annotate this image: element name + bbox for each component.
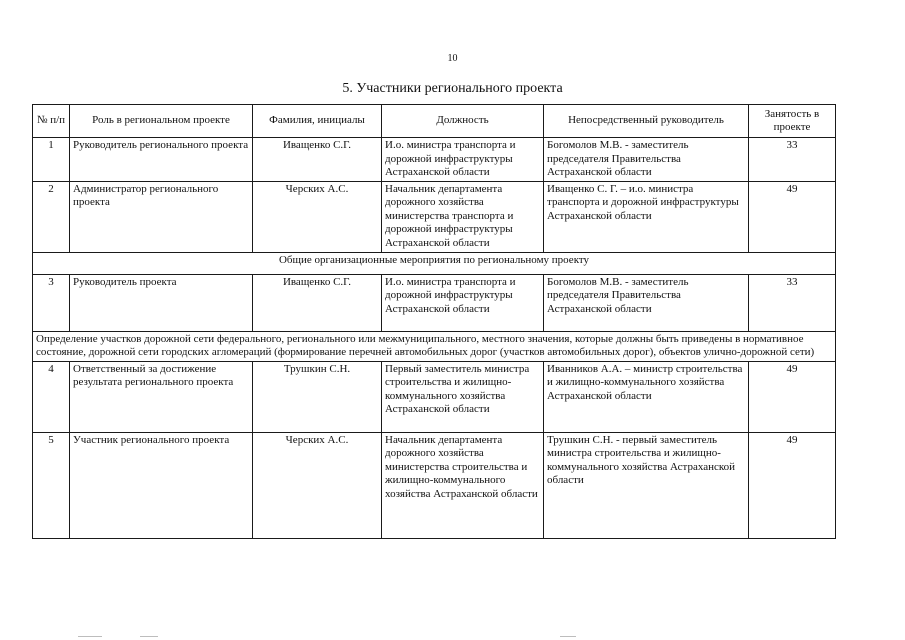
cell-name: Трушкин С.Н. <box>253 361 382 432</box>
cell-position: И.о. министра транспорта и дорожной инфраструктуры Астраханской области <box>382 138 544 182</box>
group-row <box>33 252 836 274</box>
header-manager: Непосредственный руководитель <box>544 105 749 138</box>
participants-table <box>32 104 836 539</box>
cell-name: Черских А.С. <box>253 432 382 538</box>
group-row <box>33 331 836 361</box>
scan-artifact-line <box>78 636 102 637</box>
cell-name: Иващенко С.Г. <box>253 274 382 331</box>
cell-manager: Иванников А.А. – министр строительства и жилищно-коммунального хозяйства Астраханской области <box>544 361 749 432</box>
cell-num: 3 <box>33 274 70 331</box>
cell-manager: Богомолов М.В. - заместитель председателя Правительства Астраханской области <box>544 274 749 331</box>
cell-position: И.о. министра транспорта и дорожной инфраструктуры Астраханской области <box>382 274 544 331</box>
cell-manager: Трушкин С.Н. - первый заместитель министра строительства и жилищно-коммунального хозяйства Астраханской области <box>544 432 749 538</box>
cell-role: Ответственный за достижение результата регионального проекта <box>70 361 253 432</box>
group-row-org-measures: Общие организационные мероприятия по региональному проекту <box>33 252 836 274</box>
cell-position: Начальник департамента дорожного хозяйства министерства строительства и жилищно-коммунального хозяйства Астраханской области <box>382 432 544 538</box>
header-num: № п/п <box>33 105 70 138</box>
header-load: Занятость в проекте <box>749 105 836 138</box>
scan-artifact-line <box>140 636 158 637</box>
cell-role: Руководитель проекта <box>70 274 253 331</box>
cell-load: 49 <box>749 361 836 432</box>
group-row-road-sections: Определение участков дорожной сети федерального, регионального или межмуниципального, местного значения, которые должны быть приведены в нормативное состояние, дорожной сети городских агломераций (формирование перечней автомобильных дорог (участков автомобильных дорог), объектов улично-дорожной сети) <box>33 331 836 361</box>
cell-num: 2 <box>33 181 70 252</box>
cell-load: 33 <box>749 274 836 331</box>
scan-artifact-line <box>560 636 576 637</box>
table-row <box>33 274 836 331</box>
cell-load: 49 <box>749 181 836 252</box>
cell-role: Участник регионального проекта <box>70 432 253 538</box>
page-number: 10 <box>447 53 458 64</box>
cell-manager: Иващенко С. Г. – и.о. министра транспорта и дорожной инфраструктуры Астраханской области <box>544 181 749 252</box>
cell-position: Первый заместитель министра строительства и жилищно-коммунального хозяйства Астраханской области <box>382 361 544 432</box>
table-row <box>33 138 836 182</box>
cell-manager: Богомолов М.В. - заместитель председателя Правительства Астраханской области <box>544 138 749 182</box>
table-header-row <box>33 105 836 138</box>
section-title: 5. Участники регионального проекта <box>342 81 563 96</box>
header-role: Роль в региональном проекте <box>70 105 253 138</box>
table-row <box>33 181 836 252</box>
cell-role: Администратор регионального проекта <box>70 181 253 252</box>
cell-role: Руководитель регионального проекта <box>70 138 253 182</box>
cell-load: 49 <box>749 432 836 538</box>
table-row <box>33 432 836 538</box>
cell-name: Иващенко С.Г. <box>253 138 382 182</box>
cell-num: 1 <box>33 138 70 182</box>
cell-load: 33 <box>749 138 836 182</box>
cell-num: 4 <box>33 361 70 432</box>
cell-num: 5 <box>33 432 70 538</box>
header-position: Должность <box>382 105 544 138</box>
cell-position: Начальник департамента дорожного хозяйства министерства транспорта и дорожной инфраструктуры Астраханской области <box>382 181 544 252</box>
table-row <box>33 361 836 432</box>
cell-name: Черских А.С. <box>253 181 382 252</box>
header-name: Фамилия, инициалы <box>253 105 382 138</box>
